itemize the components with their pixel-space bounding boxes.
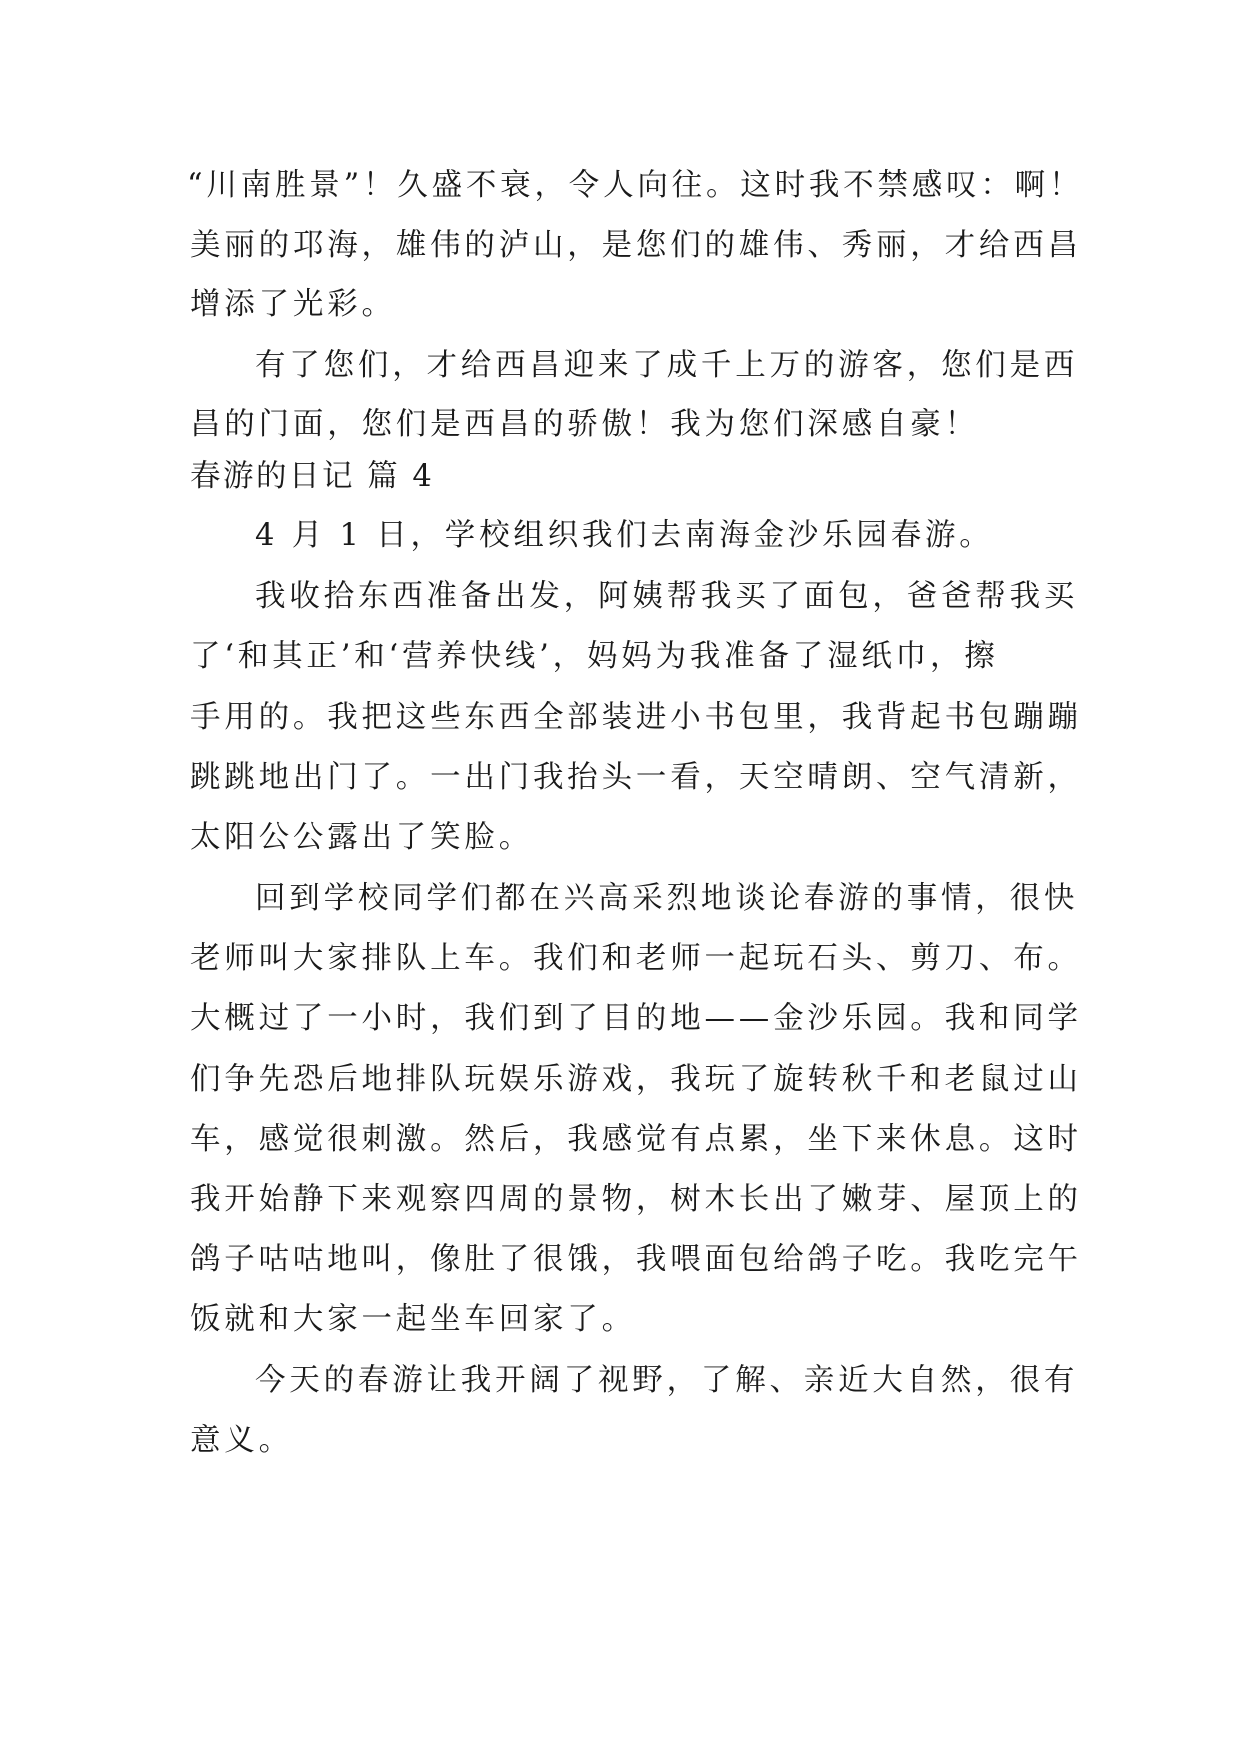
- text-line: 有了您们，才给西昌迎来了成千上万的游客，您们是西: [255, 348, 1079, 383]
- text-line: 我收拾东西准备出发，阿姨帮我买了面包，爸爸帮我买: [255, 579, 1079, 614]
- text-line: 昌的门面，您们是西昌的骄傲！我为您们深感自豪！: [190, 407, 979, 442]
- text-line: 老师叫大家排队上车。我们和老师一起玩石头、剪刀、布。: [190, 941, 1082, 976]
- text-line: 饭就和大家一起坐车回家了。: [190, 1302, 636, 1337]
- text-line: “川南胜景”！久盛不衰，令人向往。这时我不禁感叹：啊！: [187, 168, 1084, 203]
- text-line: 太阳公公露出了笑脸。: [190, 820, 533, 855]
- text-line: 今天的春游让我开阔了视野，了解、亲近大自然，很有: [255, 1363, 1079, 1398]
- text-line: 们争先恐后地排队玩娱乐游戏，我玩了旋转秋千和老鼠过山: [190, 1062, 1082, 1097]
- text-line: 鸽子咕咕地叫，像肚了很饿，我喂面包给鸽子吃。我吃完午: [190, 1242, 1082, 1277]
- section-heading: 春游的日记 篇 4: [190, 459, 435, 494]
- text-line: 美丽的邛海，雄伟的泸山，是您们的雄伟、秀丽，才给西昌: [190, 228, 1082, 263]
- text-line: 意义。: [190, 1423, 293, 1458]
- text-line: 了‘和其正’和‘营养快线’，妈妈为我准备了湿纸巾，擦: [190, 639, 999, 674]
- text-line: 大概过了一小时，我们到了目的地——金沙乐园。我和同学: [190, 1001, 1082, 1036]
- text-line: 手用的。我把这些东西全部装进小书包里，我背起书包蹦蹦: [190, 700, 1082, 735]
- text-line: 增添了光彩。: [190, 287, 396, 322]
- text-line: 车，感觉很刺激。然后，我感觉有点累，坐下来休息。这时: [190, 1122, 1082, 1157]
- text-line: 4 月 1 日，学校组织我们去南海金沙乐园春游。: [255, 518, 994, 553]
- text-line: 我开始静下来观察四周的景物，树木长出了嫩芽、屋顶上的: [190, 1182, 1082, 1217]
- text-line: 跳跳地出门了。一出门我抬头一看，天空晴朗、空气清新，: [190, 760, 1082, 795]
- text-line: 回到学校同学们都在兴高采烈地谈论春游的事情，很快: [255, 881, 1079, 916]
